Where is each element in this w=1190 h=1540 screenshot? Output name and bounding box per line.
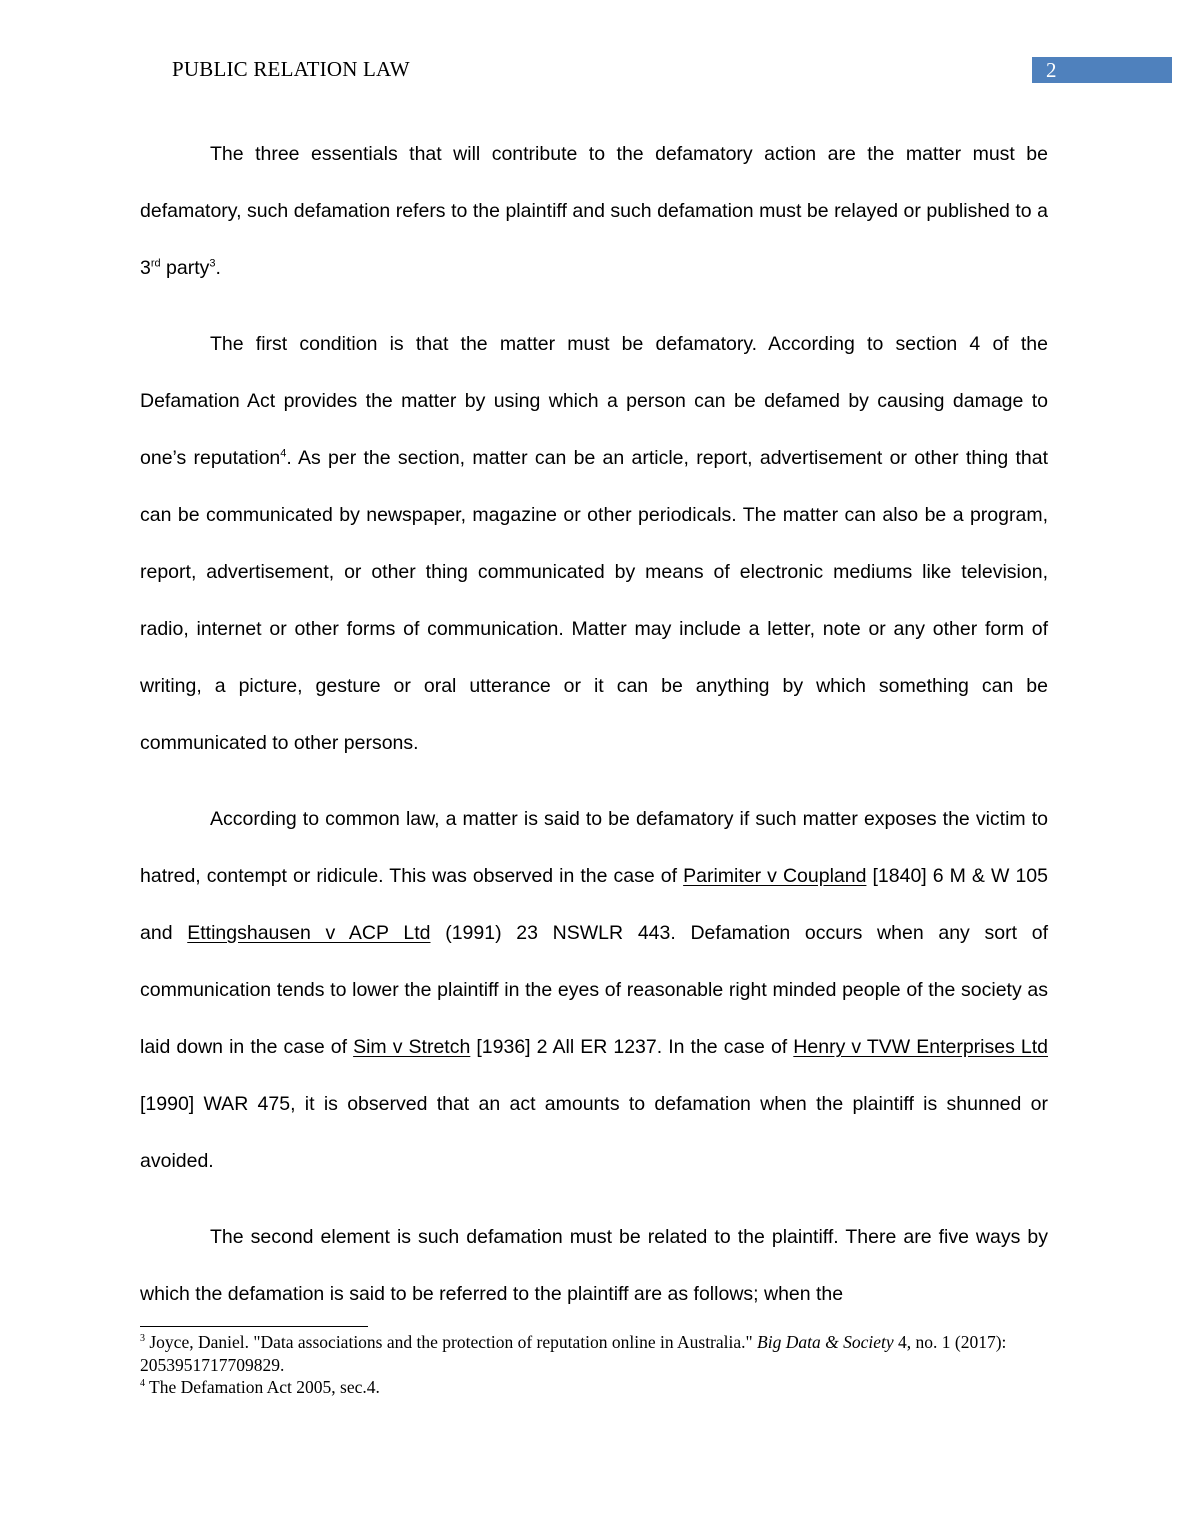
footnotes xyxy=(140,1331,1050,1399)
page-number: 2 xyxy=(1046,58,1057,82)
text-run: [1840] 6 M & W 105 and xyxy=(140,865,1048,944)
footnote-reference[interactable]: 4 xyxy=(280,447,287,460)
text-run: Joyce, Daniel. "Data associations and the protection of reputation online in Australia." xyxy=(145,1332,758,1352)
page-number-box xyxy=(1032,57,1172,83)
text-run: . xyxy=(215,257,221,279)
header-title: PUBLIC RELATION LAW xyxy=(172,57,410,81)
text-run: 4, no. 1 (2017): 2053951717709829. xyxy=(140,1332,1007,1375)
case-citation: Henry v TVW Enterprises Ltd xyxy=(793,1036,1049,1058)
text-run: party xyxy=(160,257,210,279)
footnote-reference[interactable]: 3 xyxy=(209,257,216,270)
case-citation: Ettingshausen v ACP Ltd xyxy=(187,922,431,944)
footnote-number: 3 xyxy=(140,1333,145,1345)
ordinal-superscript: rd xyxy=(150,257,161,270)
text-run: The three essentials that will contribute to the defamatory action are the matter must be defamatory, such defamation refers to the plaintiff and such defamation must be relayed or published to a 3 xyxy=(140,143,1048,279)
paragraph-1 xyxy=(140,126,1048,297)
paragraph-2 xyxy=(140,316,1048,772)
document-body xyxy=(140,126,1048,1323)
paragraph-4 xyxy=(140,1209,1048,1323)
footnote-separator xyxy=(140,1326,368,1327)
paragraph-3 xyxy=(140,791,1048,1190)
case-citation: Sim v Stretch xyxy=(353,1036,471,1058)
text-run: (1991) 23 NSWLR 443. Defamation occurs when any sort of communication tends to lower the plaintiff in the eyes of reasonable right minded people of the society as laid down in the case of xyxy=(140,922,1048,1058)
footnote-number: 4 xyxy=(140,1378,145,1390)
text-run: The Defamation Act 2005, sec.4. xyxy=(145,1377,380,1397)
text-run: [1936] 2 All ER 1237. In the case of xyxy=(470,1036,794,1058)
text-run: . As per the section, matter can be an article, report, advertisement or other thing that can be communicated by newspaper, magazine or other periodicals. The matter can also be a program, report, advertisement, or other thing communicated by means of electronic mediums like television, radio, internet or other forms of communication. Matter may include a letter, note or any other form of writing, a picture, gesture or oral utterance or it can be anything by which something can be communicated to other persons. xyxy=(140,447,1048,754)
journal-title: Big Data & Society xyxy=(757,1332,894,1352)
text-run: The second element is such defamation must be related to the plaintiff. There are five ways by which the defamation is said to be referred to the plaintiff are as follows; when the xyxy=(140,1226,1048,1305)
footnote-4 xyxy=(140,1376,1050,1399)
text-run: According to common law, a matter is said to be defamatory if such matter exposes the victim to hatred, contempt or ridicule. This was observed in the case of xyxy=(140,808,1048,887)
text-run: [1990] WAR 475, it is observed that an act amounts to defamation when the plaintiff is shunned or avoided. xyxy=(140,1093,1048,1172)
case-citation: Parimiter v Coupland xyxy=(683,865,867,887)
text-run: The first condition is that the matter must be defamatory. According to section 4 of the Defamation Act provides the matter by using which a person can be defamed by causing damage to one’s reputation xyxy=(140,333,1048,469)
footnote-3 xyxy=(140,1331,1050,1376)
